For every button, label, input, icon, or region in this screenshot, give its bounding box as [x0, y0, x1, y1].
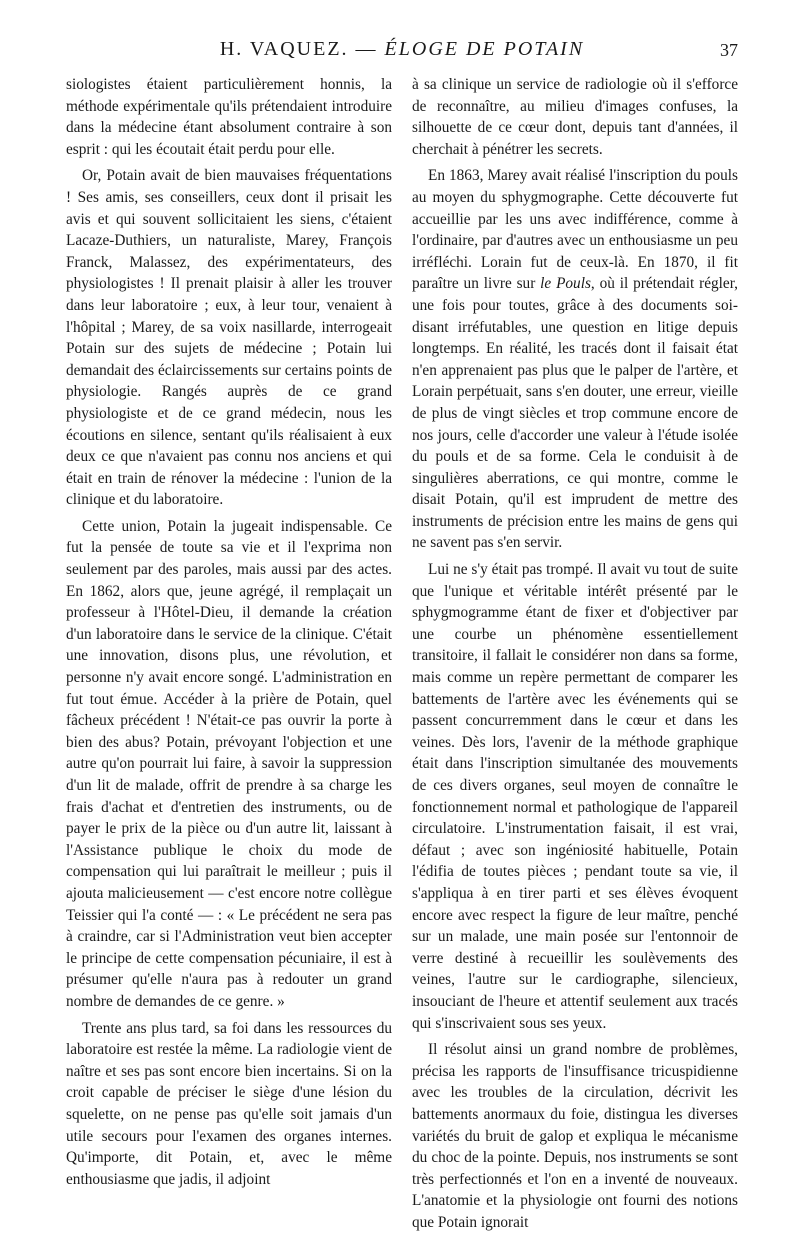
page-number: 37: [720, 40, 738, 60]
paragraph: Or, Potain avait de bien mauvaises fréquentations ! Ses amis, ses conseillers, ceux dont il prisait les avis et qui souvent sollicitaient les siens, c'étaient Lacaze-Duthiers, un naturaliste, Marey, François Franck, Malassez, des expérimentateurs, des physiologistes ! Il prenait plaisir à aller les trouver dans leur laboratoire ; eux, à leur tour, venaient à l'hôpital ; Marey, de sa voix nasillarde, interrogeait Potain sur des sujets de médecine ; Potain lui demandait des éclaircissements sur certains points de physiologie. Rangés auprès de ce grand physiologiste et de ce grand médecin, nous les écoutions en silence, sentant qu'ils réalisaient à eux deux ce que n'avaient pas connu nos anciens et qui était en train de rénover la médecine : l'union de la clinique et du laboratoire.: [66, 167, 392, 509]
header-title: ÉLOGE DE POTAIN: [384, 38, 585, 60]
paragraph: siologistes étaient particulièrement honnis, la méthode expérimentale qu'ils prétendaient introduire dans la médecine étant absolument contraire à son esprit : qui les écoutait était perdu pour elle.: [66, 76, 392, 158]
paragraph-text: En 1863, Marey avait réalisé l'inscription du pouls au moyen du sphygmographe. Cette découverte fut accueillie par les uns avec indifférence, comme à l'ordinaire, par d'autres avec un enthousiasme un peu irréfléchi. Lorain fut de ceux-là. En 1870, il fit paraître un livre sur: [412, 167, 738, 293]
paragraph: Trente ans plus tard, sa foi dans les ressources du laboratoire est restée la même. La radiologie vient de naître et ses pas sont encore bien incertains. Si on la croit capable de préciser le siège d'une lésion du squelette, on ne pense pas qu'elle soit jamais d'un utile secours pour l'examen des organes internes. Qu'importe, dit Potain, et, avec le même enthousiasme que jadis, il adjoint: [66, 1019, 392, 1188]
paragraph: Il résolut ainsi un grand nombre de problèmes, précisa les rapports de l'insuffisance tricuspidienne avec les troubles de la circulation, décrivit les battements anormaux du foie, distingua les diverses variétés du bruit de galop et expliqua le mécanisme du choc de la pointe. Depuis, nos instruments se sont très perfectionnés et l'on en a inventé de nouveaux. L'anatomie et la physiologie ont fourni des notions que Potain ignorait: [412, 1041, 738, 1231]
header-separator: —: [355, 38, 378, 60]
paragraph-text: , où il prétendait régler, une fois pour toutes, grâce à des documents soi-disant irréfutables, une question en litige depuis longtemps. En réalité, les tracés dont il faisait état n'en apprenaient pas plus que le palper de l'artère, et Lorain perpétuait, sans s'en douter, une erreur, vieille de plus de vingt siècles et trop commune encore de nos jours, celle d'accorder une valeur à l'étude isolée du pouls et de sa forme. Cela le conduisit à de singulières aberrations, ce qui montre, comme le disait Potain, qu'il est imprudent de mettre des instruments de précision entre les mains de gens qui ne savent pas s'en servir.: [412, 275, 739, 552]
running-header: [66, 38, 738, 61]
left-column: [66, 74, 392, 1195]
right-column: [412, 74, 738, 1238]
paragraph: à sa clinique un service de radiologie où il s'efforce de reconnaître, au milieu d'images confuses, la silhouette de ce cœur dont, depuis tant d'années, il cherchait à pénétrer les secrets.: [412, 76, 738, 158]
paragraph: Cette union, Potain la jugeait indispensable. Ce fut la pensée de toute sa vie et il l'exprima non seulement par des paroles, mais aussi par des actes. En 1862, alors que, jeune agrégé, il remplaçait un professeur à l'Hôtel-Dieu, il demande la création d'un laboratoire dans le service de la clinique. C'était une innovation, disons plus, une révolution, et personne n'y avait encore songé. L'administration en fut tout émue. Accéder à la prière de Potain, quel fâcheux précédent ! N'était-ce pas ouvrir la porte à bien des abus? Potain, prévoyant l'objection et une autre qu'on pourrait lui faire, à savoir la suppression d'un lit de malade, offrit de prendre à sa charge les frais d'achat et d'entretien des instruments, ou de payer le prix de la pièce ou d'un autre lit, laissant à l'Assistance publique le choix du mode de compensation qui lui paraîtrait le meilleur ; puis il ajouta malicieusement — c'est encore notre collègue Teissier qui l'a conté — : « Le précédent ne sera pas à craindre, car si l'Administration veut bien accepter le principe de cette compensation pécuniaire, il est à présumer qu'elle n'aura pas à redouter un grand nombre de demandes de ce genre. »: [66, 517, 392, 1010]
book-title: le Pouls: [540, 275, 591, 293]
header-author: H. VAQUEZ.: [219, 38, 349, 60]
paragraph: [412, 165, 738, 554]
paragraph: Lui ne s'y était pas trompé. Il avait vu tout de suite que l'unique et véritable intérêt présenté par le sphygmogramme étant de fixer et d'objectiver par une courbe un phénomène essentiellement transitoire, il fallait le considérer non dans sa forme, mais comme un repère permettant de comparer les battements de l'artère avec les événements qui se passent concurremment dans le cœur et dans les veines. Dès lors, l'avenir de la méthode graphique était dans l'inscription simultanée des mouvements de ces divers organes, seul moyen de connaître le fonctionnement normal et pathologique de l'appareil circulatoire. L'instrumentation faisait, il est vrai, défaut ; avec son ingéniosité habituelle, Potain l'édifia de toutes pièces ; pendant toute sa vie, il s'appliqua à en tirer parti et ses élèves évoquent encore avec respect la figure de leur maître, penché sur un malade, une main posée sur l'entonnoir de verre destiné à recueillir les soulèvements des veines, l'autre sur le cardiographe, silencieux, insouciant de l'heure et attentif seulement aux tracés qui s'inscrivaient sous ses yeux.: [412, 561, 738, 1032]
